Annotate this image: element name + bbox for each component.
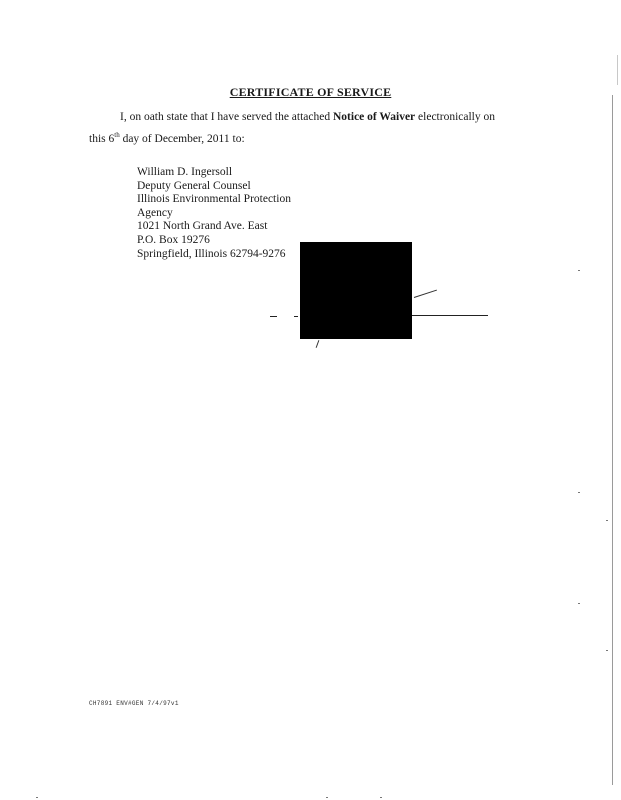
scan-speck <box>606 650 608 651</box>
signature-stroke-lower <box>316 340 320 348</box>
recipient-po-box: P.O. Box 19276 <box>137 233 210 246</box>
scan-speck <box>380 797 382 798</box>
statement-line-1 <box>120 111 495 123</box>
scan-speck <box>578 270 580 271</box>
redacted-signature-block <box>300 242 412 339</box>
document-footer-code: CH7891 ENV#GEN 7/4/97v1 <box>89 700 179 707</box>
recipient-address-block <box>137 166 291 261</box>
signature-line-dash-2 <box>294 316 298 317</box>
date-superscript: th <box>114 131 120 140</box>
signature-line <box>412 315 488 316</box>
date-start: this 6 <box>89 133 115 145</box>
scan-speck <box>326 797 328 798</box>
signature-stroke <box>414 290 437 298</box>
statement-line-2 <box>89 133 245 145</box>
scan-speck <box>36 797 38 798</box>
date-end: day of December, 2011 to: <box>119 133 245 145</box>
recipient-agency-line-1: Illinois Environmental Protection <box>137 193 291 206</box>
scan-edge-mark <box>617 55 618 85</box>
recipient-name: William D. Ingersoll <box>137 166 233 178</box>
statement-text-start: I, on oath state that I have served the attached <box>120 111 333 123</box>
scan-speck <box>578 492 580 493</box>
scan-edge-line <box>612 95 613 785</box>
signature-line-dash <box>270 316 277 317</box>
scan-speck <box>606 520 608 521</box>
recipient-street: 1021 North Grand Ave. East <box>137 220 268 233</box>
recipient-agency-line-2: Agency <box>137 206 173 219</box>
recipient-title: Deputy General Counsel <box>137 179 251 192</box>
recipient-city: Springfield, Illinois 62794-9276 <box>137 247 286 260</box>
notice-of-waiver-text: Notice of Waiver <box>332 111 416 123</box>
statement-text-end: electronically on <box>415 111 495 123</box>
scan-speck <box>578 603 580 604</box>
certificate-title: CERTIFICATE OF SERVICE <box>229 85 392 99</box>
